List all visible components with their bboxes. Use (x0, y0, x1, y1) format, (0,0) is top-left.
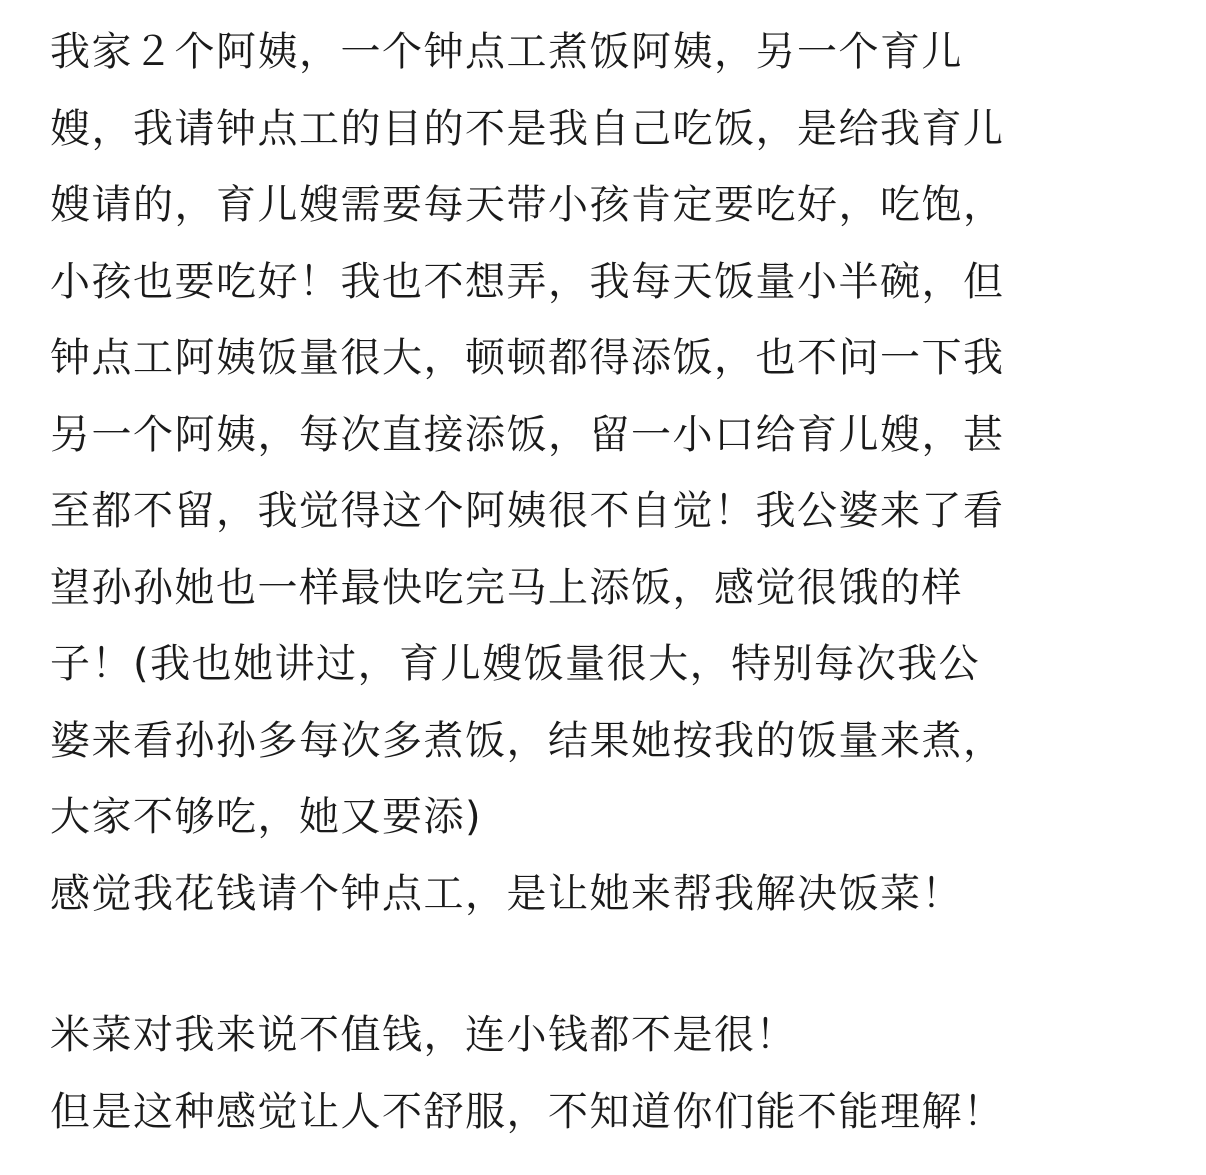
paragraph-spacer (50, 932, 1190, 997)
text-line: 但是这种感觉让人不舒服，不知道你们能不能理解！ (50, 1088, 1005, 1135)
text-line: 小孩也要吃好！我也不想弄，我每天饭量小半碗，但 (50, 258, 1005, 305)
text-line: 至都不留，我觉得这个阿姨很不自觉！我公婆来了看 (50, 488, 1005, 534)
text-line: 大家不够吃，她又要添) (50, 794, 483, 840)
text-line: 我家２个阿姨，一个钟点工煮饭阿姨，另一个育儿 (50, 29, 963, 75)
text-line: 感觉我花钱请个钟点工，是让她来帮我解决饭菜！ (50, 870, 963, 917)
text-line: 婆来看孙孙多每次多煮饭，结果她按我的饭量来煮， (50, 717, 1005, 764)
post-body (50, 14, 1190, 1150)
text-line: 望孙孙她也一样最快吃完马上添饭，感觉很饿的样 (50, 564, 963, 611)
text-line: 米菜对我来说不值钱，连小钱都不是很！ (50, 1012, 797, 1058)
text-line: 嫂请的，育儿嫂需要每天带小孩肯定要吃好，吃饱， (50, 182, 1005, 228)
text-line: 嫂，我请钟点工的目的不是我自己吃饭，是给我育儿 (50, 105, 1005, 152)
text-line: 子！(我也她讲过，育儿嫂饭量很大，特别每次我公 (50, 641, 981, 687)
text-line: 钟点工阿姨饭量很大，顿顿都得添饭，也不问一下我 (50, 335, 1005, 381)
text-line: 另一个阿姨，每次直接添饭，留一小口给育儿嫂，甚 (50, 411, 1005, 458)
